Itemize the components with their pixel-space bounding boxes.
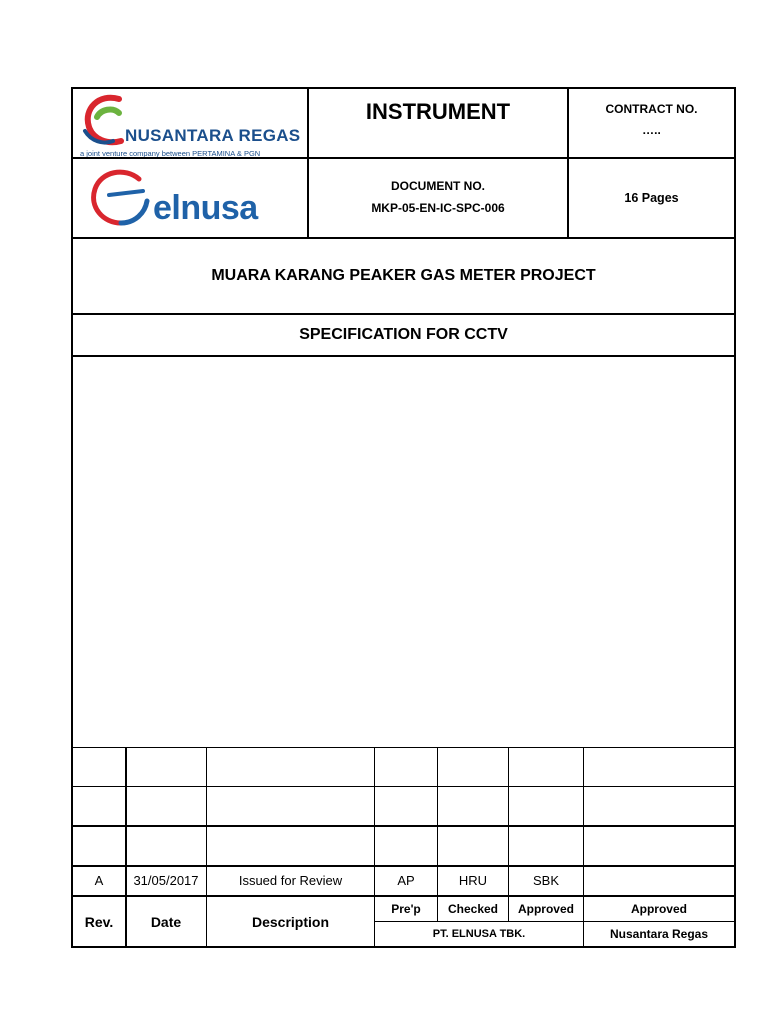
- divider: [73, 865, 734, 867]
- header-approved: Approved: [517, 902, 574, 916]
- header-client: Nusantara Regas: [609, 927, 709, 941]
- page-count: 16 Pages: [624, 191, 679, 205]
- document-label: DOCUMENT NO.: [391, 179, 485, 193]
- divider: [73, 747, 734, 748]
- nusantara-regas-name: NUSANTARA REGAS: [125, 126, 301, 145]
- divider: [508, 747, 509, 921]
- document-number: MKP-05-EN-IC-SPC-006: [371, 201, 505, 215]
- contract-value: …..: [642, 123, 661, 137]
- divider: [206, 747, 207, 946]
- revision-row-date: 31/05/2017: [133, 872, 199, 888]
- header-rev: Rev.: [84, 914, 114, 930]
- revision-row-prep: AP: [397, 872, 415, 888]
- project-title: MUARA KARANG PEAKER GAS METER PROJECT: [211, 267, 596, 284]
- divider: [73, 825, 734, 827]
- elnusa-swoosh-icon: [87, 165, 157, 231]
- revision-row-approved: SBK: [532, 872, 559, 888]
- divider: [583, 747, 584, 946]
- revision-row-client-approved: [584, 865, 734, 895]
- divider: [125, 747, 127, 946]
- divider: [73, 786, 734, 787]
- divider: [73, 157, 734, 159]
- document-cover-sheet: [71, 87, 736, 948]
- header-date: Date: [150, 914, 182, 930]
- divider: [375, 921, 734, 922]
- document-title: SPECIFICATION FOR CCTV: [299, 326, 508, 343]
- nusantara-regas-logo: [73, 89, 307, 159]
- revision-row-rev: A: [94, 872, 104, 888]
- nusantara-regas-tagline: a joint venture company between PERTAMINA & PGN: [80, 149, 261, 158]
- divider: [374, 747, 375, 946]
- header-client-approved: Approved: [630, 902, 687, 916]
- contract-label: CONTRACT NO.: [605, 102, 698, 116]
- divider: [73, 355, 734, 357]
- header-checked: Checked: [447, 902, 499, 916]
- header-prep: Pre'p: [391, 902, 421, 916]
- divider: [437, 747, 438, 921]
- discipline-title: INSTRUMENT: [365, 99, 511, 124]
- divider: [73, 895, 734, 897]
- divider: [73, 237, 734, 239]
- elnusa-name: elnusa: [153, 189, 258, 227]
- divider: [73, 313, 734, 315]
- header-description: Description: [251, 914, 329, 930]
- revision-row-description: Issued for Review: [238, 872, 343, 888]
- divider: [567, 89, 569, 237]
- divider: [307, 89, 309, 237]
- revision-row-checked: HRU: [458, 872, 488, 888]
- header-contractor: PT. ELNUSA TBK.: [432, 928, 526, 940]
